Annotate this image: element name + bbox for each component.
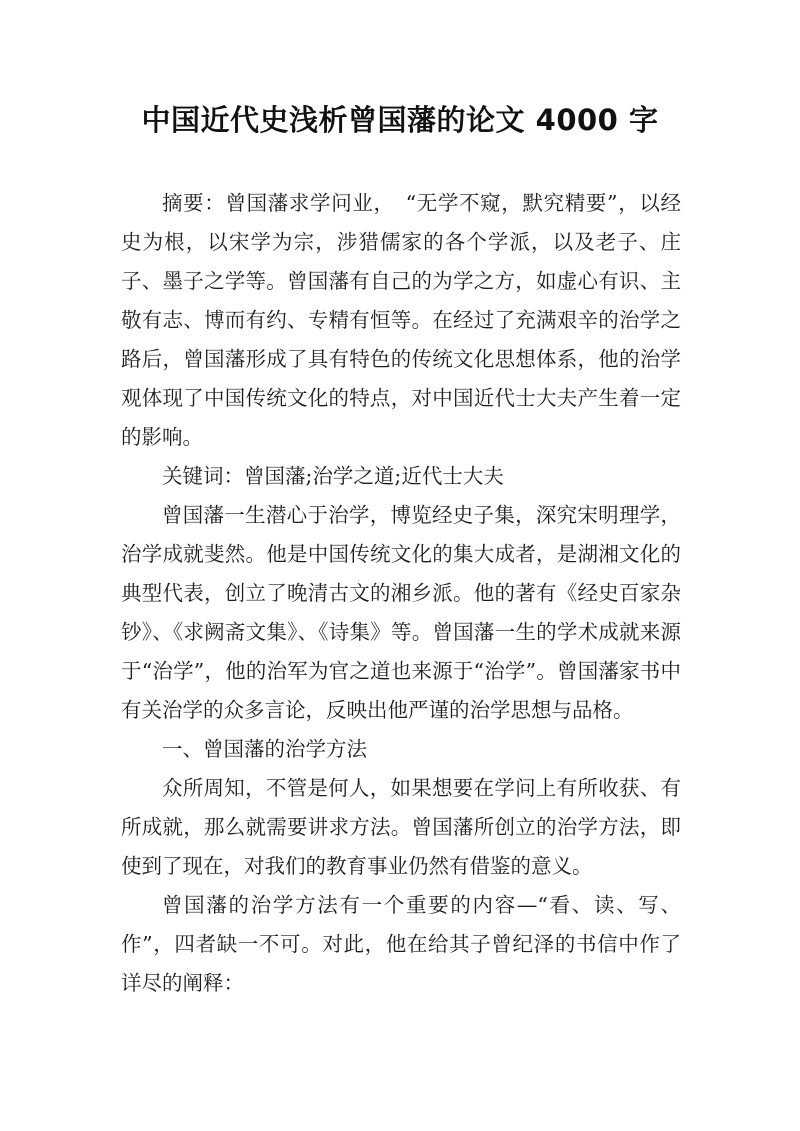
document-body — [121, 184, 681, 1003]
body-paragraph: 曾国藩的治学方法有一个重要的内容—“看、读、写、作”，四者缺一不可。对此，他在给其子曾纪泽的书信中作了详尽的阐释： — [121, 893, 681, 995]
intro-paragraph: 曾国藩一生潜心于治学，博览经史子集，深究宋明理学，治学成就斐然。他是中国传统文化的集大成者，是湖湘文化的典型代表，创立了晚清古文的湘乡派。他的著有《经史百家杂钞》、《求阙斋文集》、《诗集》等。曾国藩一生的学术成就来源于“治学”，他的治军为官之道也来源于“治学”。曾国藩家书中有关治学的众多言论，反映出他严谨的治学思想与品格。 — [121, 503, 681, 722]
body-paragraph: 众所周知，不管是何人，如果想要在学问上有所收获、有所成就，那么就需要讲求方法。曾国藩所创立的治学方法，即使到了现在，对我们的教育事业仍然有借鉴的意义。 — [121, 776, 681, 878]
document-title: 中国近代史浅析曾国藩的论文 4000 字 — [141, 103, 659, 137]
abstract-paragraph: 摘要：曾国藩求学问业， “无学不窥，默究精要”，以经史为根，以宋学为宗，涉猎儒家的各个学派，以及老子、庄子、墨子之学等。曾国藩有自己的为学之方，如虚心有识、主敬有志、博而有约、专精有恒等。在经过了充满艰辛的治学之路后，曾国藩形成了具有特色的传统文化思想体系，他的治学观体现了中国传统文化的特点，对中国近代士大夫产生着一定的影响。 — [121, 191, 681, 449]
keywords-paragraph: 关键词：曾国藩;治学之道;近代士大夫 — [162, 464, 504, 488]
section-heading: 一、曾国藩的治学方法 — [162, 737, 367, 761]
